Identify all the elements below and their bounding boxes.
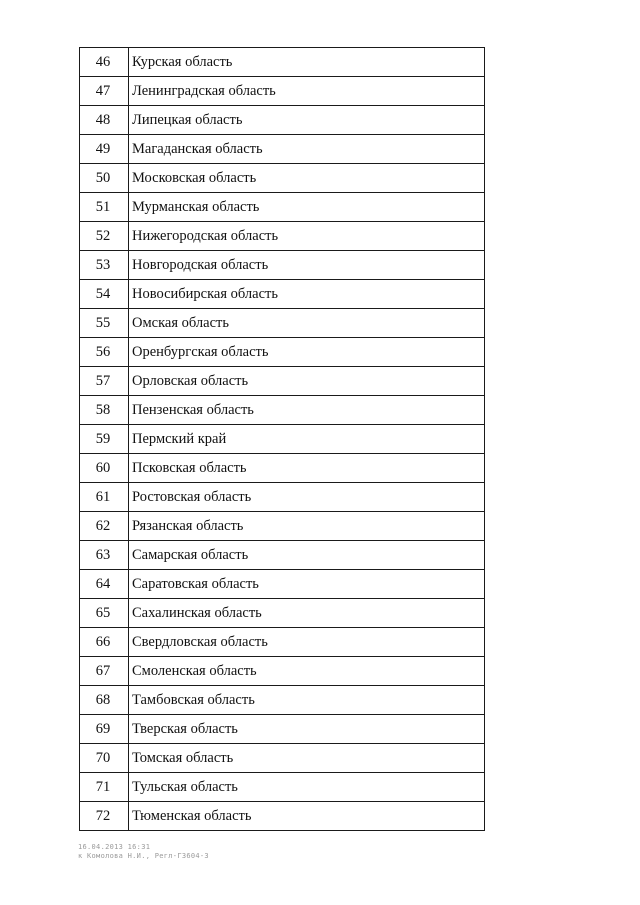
row-number-cell: 53 [80, 251, 129, 280]
table-row [80, 454, 485, 483]
region-name-cell: Саратовская область [129, 570, 485, 599]
footer-line-1: 16.04.2013 16:31 [78, 843, 151, 851]
row-number-cell: 63 [80, 541, 129, 570]
row-number-cell: 51 [80, 193, 129, 222]
table-row [80, 512, 485, 541]
region-name-cell: Новосибирская область [129, 280, 485, 309]
row-number-cell: 49 [80, 135, 129, 164]
table-row [80, 367, 485, 396]
table-row [80, 570, 485, 599]
row-number-cell: 48 [80, 106, 129, 135]
region-name-cell: Тверская область [129, 715, 485, 744]
table-row [80, 251, 485, 280]
region-name-cell: Омская область [129, 309, 485, 338]
table-row [80, 338, 485, 367]
row-number-cell: 61 [80, 483, 129, 512]
table-row [80, 599, 485, 628]
row-number-cell: 71 [80, 773, 129, 802]
document-footer-stamp [78, 843, 209, 861]
table-row [80, 541, 485, 570]
table-row [80, 744, 485, 773]
table-row [80, 309, 485, 338]
table-row [80, 425, 485, 454]
table-row [80, 135, 485, 164]
row-number-cell: 62 [80, 512, 129, 541]
region-name-cell: Московская область [129, 164, 485, 193]
table-row [80, 628, 485, 657]
table-row [80, 396, 485, 425]
row-number-cell: 50 [80, 164, 129, 193]
row-number-cell: 72 [80, 802, 129, 831]
region-name-cell: Пензенская область [129, 396, 485, 425]
region-name-cell: Мурманская область [129, 193, 485, 222]
region-name-cell: Свердловская область [129, 628, 485, 657]
table-row [80, 222, 485, 251]
region-name-cell: Томская область [129, 744, 485, 773]
region-name-cell: Оренбургская область [129, 338, 485, 367]
regions-table-body [80, 48, 485, 831]
row-number-cell: 46 [80, 48, 129, 77]
region-name-cell: Тюменская область [129, 802, 485, 831]
row-number-cell: 64 [80, 570, 129, 599]
table-row [80, 483, 485, 512]
table-row [80, 657, 485, 686]
region-name-cell: Рязанская область [129, 512, 485, 541]
row-number-cell: 57 [80, 367, 129, 396]
row-number-cell: 54 [80, 280, 129, 309]
region-name-cell: Тамбовская область [129, 686, 485, 715]
row-number-cell: 70 [80, 744, 129, 773]
row-number-cell: 69 [80, 715, 129, 744]
region-name-cell: Псковская область [129, 454, 485, 483]
row-number-cell: 67 [80, 657, 129, 686]
row-number-cell: 59 [80, 425, 129, 454]
table-row [80, 164, 485, 193]
region-name-cell: Липецкая область [129, 106, 485, 135]
table-row [80, 715, 485, 744]
regions-table [79, 47, 485, 831]
row-number-cell: 56 [80, 338, 129, 367]
region-name-cell: Сахалинская область [129, 599, 485, 628]
region-name-cell: Тульская область [129, 773, 485, 802]
region-name-cell: Ленинградская область [129, 77, 485, 106]
table-row [80, 773, 485, 802]
region-name-cell: Орловская область [129, 367, 485, 396]
region-name-cell: Пермский край [129, 425, 485, 454]
row-number-cell: 60 [80, 454, 129, 483]
footer-line-2: к Комолова Н.И., Регл-Г3604-3 [78, 852, 209, 860]
region-name-cell: Ростовская область [129, 483, 485, 512]
region-name-cell: Магаданская область [129, 135, 485, 164]
table-row [80, 48, 485, 77]
row-number-cell: 55 [80, 309, 129, 338]
region-name-cell: Смоленская область [129, 657, 485, 686]
table-row [80, 802, 485, 831]
region-name-cell: Нижегородская область [129, 222, 485, 251]
table-row [80, 686, 485, 715]
row-number-cell: 58 [80, 396, 129, 425]
row-number-cell: 47 [80, 77, 129, 106]
table-row [80, 280, 485, 309]
region-name-cell: Курская область [129, 48, 485, 77]
row-number-cell: 52 [80, 222, 129, 251]
region-name-cell: Новгородская область [129, 251, 485, 280]
row-number-cell: 66 [80, 628, 129, 657]
table-row [80, 106, 485, 135]
row-number-cell: 65 [80, 599, 129, 628]
table-row [80, 193, 485, 222]
row-number-cell: 68 [80, 686, 129, 715]
table-row [80, 77, 485, 106]
region-name-cell: Самарская область [129, 541, 485, 570]
